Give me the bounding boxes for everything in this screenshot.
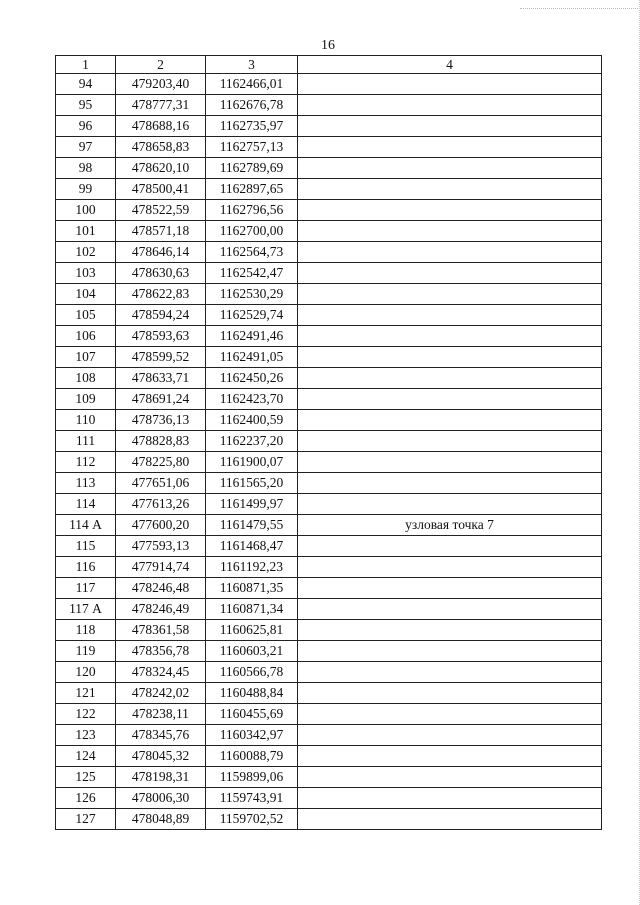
point-number-cell: 116	[56, 557, 116, 578]
note-cell	[298, 767, 602, 788]
note-cell	[298, 662, 602, 683]
point-number-cell: 94	[56, 74, 116, 95]
x-coordinate-cell: 478620,10	[116, 158, 206, 179]
y-coordinate-cell: 1161192,23	[206, 557, 298, 578]
note-cell	[298, 347, 602, 368]
table-row	[56, 473, 602, 494]
x-coordinate-cell: 478246,49	[116, 599, 206, 620]
table-row	[56, 179, 602, 200]
point-number-cell: 114	[56, 494, 116, 515]
y-coordinate-cell: 1160566,78	[206, 662, 298, 683]
note-cell	[298, 641, 602, 662]
y-coordinate-cell: 1160625,81	[206, 620, 298, 641]
y-coordinate-cell: 1162796,56	[206, 200, 298, 221]
table-row	[56, 767, 602, 788]
point-number-cell: 102	[56, 242, 116, 263]
x-coordinate-cell: 478828,83	[116, 431, 206, 452]
y-coordinate-cell: 1162400,59	[206, 410, 298, 431]
table-row	[56, 725, 602, 746]
note-cell	[298, 578, 602, 599]
point-number-cell: 124	[56, 746, 116, 767]
table-row	[56, 746, 602, 767]
x-coordinate-cell: 478198,31	[116, 767, 206, 788]
y-coordinate-cell: 1162450,26	[206, 368, 298, 389]
coordinates-table	[55, 55, 602, 830]
column-header-point: 1	[56, 56, 116, 74]
note-cell	[298, 452, 602, 473]
x-coordinate-cell: 478500,41	[116, 179, 206, 200]
x-coordinate-cell: 478242,02	[116, 683, 206, 704]
table-row	[56, 242, 602, 263]
y-coordinate-cell: 1162700,00	[206, 221, 298, 242]
x-coordinate-cell: 478736,13	[116, 410, 206, 431]
note-cell	[298, 95, 602, 116]
table-row	[56, 95, 602, 116]
table-row	[56, 389, 602, 410]
table-row	[56, 536, 602, 557]
point-number-cell: 119	[56, 641, 116, 662]
x-coordinate-cell: 478361,58	[116, 620, 206, 641]
y-coordinate-cell: 1162897,65	[206, 179, 298, 200]
note-cell	[298, 473, 602, 494]
y-coordinate-cell: 1162237,20	[206, 431, 298, 452]
point-number-cell: 115	[56, 536, 116, 557]
column-header-x: 2	[116, 56, 206, 74]
y-coordinate-cell: 1162564,73	[206, 242, 298, 263]
x-coordinate-cell: 478594,24	[116, 305, 206, 326]
table-row	[56, 788, 602, 809]
point-number-cell: 108	[56, 368, 116, 389]
y-coordinate-cell: 1162530,29	[206, 284, 298, 305]
point-number-cell: 107	[56, 347, 116, 368]
note-cell	[298, 284, 602, 305]
table-row	[56, 137, 602, 158]
note-cell	[298, 137, 602, 158]
table-row	[56, 368, 602, 389]
table-row	[56, 557, 602, 578]
point-number-cell: 106	[56, 326, 116, 347]
x-coordinate-cell: 478006,30	[116, 788, 206, 809]
x-coordinate-cell: 478345,76	[116, 725, 206, 746]
x-coordinate-cell: 478048,89	[116, 809, 206, 830]
page-number: 16	[321, 38, 335, 53]
point-number-cell: 118	[56, 620, 116, 641]
y-coordinate-cell: 1162735,97	[206, 116, 298, 137]
note-cell	[298, 557, 602, 578]
y-coordinate-cell: 1162466,01	[206, 74, 298, 95]
y-coordinate-cell: 1159743,91	[206, 788, 298, 809]
point-number-cell: 117 А	[56, 599, 116, 620]
point-number-cell: 113	[56, 473, 116, 494]
table-row	[56, 662, 602, 683]
x-coordinate-cell: 478571,18	[116, 221, 206, 242]
table-row	[56, 494, 602, 515]
x-coordinate-cell: 477651,06	[116, 473, 206, 494]
table-row	[56, 431, 602, 452]
x-coordinate-cell: 478324,45	[116, 662, 206, 683]
point-number-cell: 97	[56, 137, 116, 158]
x-coordinate-cell: 478691,24	[116, 389, 206, 410]
table-row	[56, 326, 602, 347]
y-coordinate-cell: 1162757,13	[206, 137, 298, 158]
table-row	[56, 515, 602, 536]
y-coordinate-cell: 1161499,97	[206, 494, 298, 515]
table-row	[56, 704, 602, 725]
point-number-cell: 125	[56, 767, 116, 788]
note-cell	[298, 389, 602, 410]
table-row	[56, 578, 602, 599]
y-coordinate-cell: 1162542,47	[206, 263, 298, 284]
point-number-cell: 117	[56, 578, 116, 599]
page-edge-mark	[520, 0, 640, 9]
x-coordinate-cell: 477914,74	[116, 557, 206, 578]
note-cell	[298, 599, 602, 620]
x-coordinate-cell: 478225,80	[116, 452, 206, 473]
x-coordinate-cell: 478356,78	[116, 641, 206, 662]
point-number-cell: 122	[56, 704, 116, 725]
point-number-cell: 126	[56, 788, 116, 809]
table-row	[56, 347, 602, 368]
note-cell	[298, 704, 602, 725]
x-coordinate-cell: 478593,63	[116, 326, 206, 347]
point-number-cell: 114 А	[56, 515, 116, 536]
point-number-cell: 112	[56, 452, 116, 473]
table-row	[56, 683, 602, 704]
table-header-row	[56, 56, 602, 74]
table-row	[56, 410, 602, 431]
point-number-cell: 105	[56, 305, 116, 326]
note-cell	[298, 410, 602, 431]
table-row	[56, 200, 602, 221]
note-cell	[298, 725, 602, 746]
x-coordinate-cell: 478045,32	[116, 746, 206, 767]
column-header-y: 3	[206, 56, 298, 74]
y-coordinate-cell: 1161900,07	[206, 452, 298, 473]
x-coordinate-cell: 477600,20	[116, 515, 206, 536]
x-coordinate-cell: 477613,26	[116, 494, 206, 515]
point-number-cell: 123	[56, 725, 116, 746]
note-cell: узловая точка 7	[298, 515, 602, 536]
x-coordinate-cell: 478599,52	[116, 347, 206, 368]
point-number-cell: 96	[56, 116, 116, 137]
table-row	[56, 452, 602, 473]
table-row	[56, 620, 602, 641]
table-body	[56, 74, 602, 830]
table-row	[56, 284, 602, 305]
point-number-cell: 104	[56, 284, 116, 305]
table-row	[56, 809, 602, 830]
x-coordinate-cell: 478622,83	[116, 284, 206, 305]
note-cell	[298, 158, 602, 179]
y-coordinate-cell: 1162491,05	[206, 347, 298, 368]
point-number-cell: 103	[56, 263, 116, 284]
y-coordinate-cell: 1160342,97	[206, 725, 298, 746]
y-coordinate-cell: 1161565,20	[206, 473, 298, 494]
table-row	[56, 599, 602, 620]
note-cell	[298, 305, 602, 326]
column-header-note: 4	[298, 56, 602, 74]
y-coordinate-cell: 1160488,84	[206, 683, 298, 704]
point-number-cell: 111	[56, 431, 116, 452]
point-number-cell: 95	[56, 95, 116, 116]
y-coordinate-cell: 1159702,52	[206, 809, 298, 830]
x-coordinate-cell: 478646,14	[116, 242, 206, 263]
table-row	[56, 305, 602, 326]
note-cell	[298, 221, 602, 242]
table-row	[56, 641, 602, 662]
y-coordinate-cell: 1160603,21	[206, 641, 298, 662]
point-number-cell: 101	[56, 221, 116, 242]
x-coordinate-cell: 478246,48	[116, 578, 206, 599]
x-coordinate-cell: 477593,13	[116, 536, 206, 557]
y-coordinate-cell: 1162676,78	[206, 95, 298, 116]
y-coordinate-cell: 1162529,74	[206, 305, 298, 326]
y-coordinate-cell: 1160871,34	[206, 599, 298, 620]
note-cell	[298, 809, 602, 830]
y-coordinate-cell: 1160455,69	[206, 704, 298, 725]
note-cell	[298, 494, 602, 515]
note-cell	[298, 788, 602, 809]
point-number-cell: 109	[56, 389, 116, 410]
table-row	[56, 263, 602, 284]
x-coordinate-cell: 478630,63	[116, 263, 206, 284]
note-cell	[298, 116, 602, 137]
table-row	[56, 221, 602, 242]
x-coordinate-cell: 478688,16	[116, 116, 206, 137]
note-cell	[298, 431, 602, 452]
x-coordinate-cell: 478238,11	[116, 704, 206, 725]
note-cell	[298, 683, 602, 704]
note-cell	[298, 263, 602, 284]
note-cell	[298, 746, 602, 767]
point-number-cell: 99	[56, 179, 116, 200]
point-number-cell: 120	[56, 662, 116, 683]
x-coordinate-cell: 478658,83	[116, 137, 206, 158]
note-cell	[298, 242, 602, 263]
point-number-cell: 98	[56, 158, 116, 179]
y-coordinate-cell: 1162491,46	[206, 326, 298, 347]
y-coordinate-cell: 1160871,35	[206, 578, 298, 599]
note-cell	[298, 74, 602, 95]
x-coordinate-cell: 478522,59	[116, 200, 206, 221]
note-cell	[298, 536, 602, 557]
point-number-cell: 100	[56, 200, 116, 221]
y-coordinate-cell: 1160088,79	[206, 746, 298, 767]
note-cell	[298, 200, 602, 221]
x-coordinate-cell: 479203,40	[116, 74, 206, 95]
note-cell	[298, 368, 602, 389]
note-cell	[298, 179, 602, 200]
point-number-cell: 127	[56, 809, 116, 830]
x-coordinate-cell: 478633,71	[116, 368, 206, 389]
y-coordinate-cell: 1159899,06	[206, 767, 298, 788]
note-cell	[298, 326, 602, 347]
y-coordinate-cell: 1162423,70	[206, 389, 298, 410]
x-coordinate-cell: 478777,31	[116, 95, 206, 116]
y-coordinate-cell: 1161468,47	[206, 536, 298, 557]
table-row	[56, 116, 602, 137]
table-row	[56, 74, 602, 95]
table-row	[56, 158, 602, 179]
y-coordinate-cell: 1162789,69	[206, 158, 298, 179]
note-cell	[298, 620, 602, 641]
point-number-cell: 110	[56, 410, 116, 431]
point-number-cell: 121	[56, 683, 116, 704]
y-coordinate-cell: 1161479,55	[206, 515, 298, 536]
